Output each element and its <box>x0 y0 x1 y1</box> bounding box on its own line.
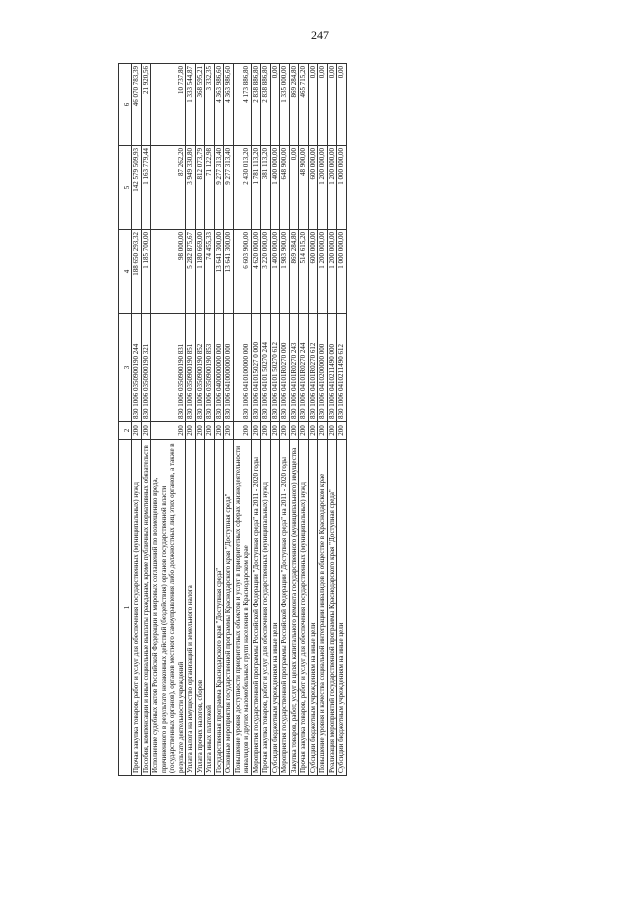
row-name-cell: Уплата прочих налогов, сборов <box>195 440 205 776</box>
table-row <box>233 64 251 776</box>
column-header: 2 <box>119 422 132 440</box>
row-code-cell: 830 1006 0400000000 000 <box>214 314 224 422</box>
row-value-executed: 1 781 113,20 <box>251 146 261 230</box>
row-group-cell: 200 <box>205 422 215 440</box>
row-value-approved: 1 400 000,00 <box>270 230 280 314</box>
row-group-cell: 200 <box>337 422 347 440</box>
row-code-cell: 830 1006 041015027 0 000 <box>251 314 261 422</box>
row-value-approved: 6 603 900,00 <box>233 230 251 314</box>
row-name-cell: Повышение уровня и качества социальной интеграции инвалидов в обществе в Краснодарском крае <box>318 440 328 776</box>
row-value-remaining: 0,00 <box>318 64 328 146</box>
table-row <box>141 64 151 776</box>
table-row <box>224 64 234 776</box>
header-row <box>119 64 132 776</box>
row-name-cell: Основные мероприятия государственной программы Краснодарского края "Доступная среда" <box>224 440 234 776</box>
row-value-remaining: 2 838 886,80 <box>251 64 261 146</box>
row-name-cell: Прочая закупка товаров, работ и услуг для обеспечения государственных (муниципальных) нужд <box>261 440 271 776</box>
row-value-remaining: 10 737,80 <box>151 64 186 146</box>
row-value-approved: 869 284,80 <box>289 230 299 314</box>
row-name-cell: Реализация мероприятий государственной программы Краснодарского края "Доступная среда" <box>327 440 337 776</box>
row-value-remaining: 46 070 783,39 <box>132 64 142 146</box>
row-group-cell: 200 <box>141 422 151 440</box>
row-value-approved: 514 615,20 <box>299 230 309 314</box>
row-code-cell: 830 1006 04101R0270 243 <box>289 314 299 422</box>
row-value-approved: 5 282 875,67 <box>186 230 196 314</box>
row-value-executed: 1 163 779,44 <box>141 146 151 230</box>
row-value-approved: 188 650 293,32 <box>132 230 142 314</box>
row-value-remaining: 465 715,20 <box>299 64 309 146</box>
row-value-approved: 1 983 900,00 <box>280 230 290 314</box>
row-name-cell: Закупка товаров, работ, услуг в целях капитального ремонта государственного (муниципального) имущества <box>289 440 299 776</box>
table-row <box>318 64 328 776</box>
row-group-cell: 200 <box>318 422 328 440</box>
row-code-cell: 830 1006 04101 50270 244 <box>261 314 271 422</box>
table-row <box>299 64 309 776</box>
row-code-cell: 830 1006 0350900190 321 <box>141 314 151 422</box>
row-code-cell: 830 1006 04101R0270 000 <box>280 314 290 422</box>
row-value-approved: 600 000,00 <box>308 230 318 314</box>
column-header: 4 <box>119 230 132 314</box>
row-group-cell: 200 <box>132 422 142 440</box>
row-group-cell: 200 <box>299 422 309 440</box>
row-value-executed: 600 000,00 <box>308 146 318 230</box>
row-code-cell: 830 1006 0350900190 831 <box>151 314 186 422</box>
row-value-executed: 812 073,79 <box>195 146 205 230</box>
row-value-approved: 4 620 000,00 <box>251 230 261 314</box>
rotated-table-frame <box>118 64 560 776</box>
row-value-approved: 13 641 300,00 <box>214 230 224 314</box>
row-group-cell: 200 <box>280 422 290 440</box>
row-value-remaining: 368 595,21 <box>195 64 205 146</box>
row-group-cell: 200 <box>327 422 337 440</box>
row-value-remaining: 1 333 544,87 <box>186 64 196 146</box>
row-name-cell: Субсидии бюджетным учреждениям на иные цели <box>337 440 347 776</box>
table-row <box>214 64 224 776</box>
row-name-cell: Государственная программа Краснодарского края "Доступная среда" <box>214 440 224 776</box>
row-name-cell: Пособия, компенсации и иные социальные выплаты гражданам, кроме публичных нормативных обязательств <box>141 440 151 776</box>
table-container <box>118 64 640 773</box>
row-group-cell: 200 <box>214 422 224 440</box>
column-header: 6 <box>119 64 132 146</box>
row-group-cell: 200 <box>224 422 234 440</box>
row-value-remaining: 0,00 <box>337 64 347 146</box>
row-group-cell: 200 <box>270 422 280 440</box>
row-name-cell: Прочая закупка товаров, работ и услуг для обеспечения государственных (муниципальных) нужд <box>299 440 309 776</box>
row-code-cell: 830 1006 0410000000 000 <box>224 314 234 422</box>
column-header: 5 <box>119 146 132 230</box>
row-value-approved: 1 185 700,00 <box>141 230 151 314</box>
row-value-remaining: 869 284,80 <box>289 64 299 146</box>
row-value-executed: 0,00 <box>289 146 299 230</box>
row-value-executed: 87 262,20 <box>151 146 186 230</box>
row-name-cell: Субсидии бюджетным учреждениям на иные цели <box>308 440 318 776</box>
row-value-remaining: 21 920,56 <box>141 64 151 146</box>
row-value-remaining: 0,00 <box>308 64 318 146</box>
row-group-cell: 200 <box>195 422 205 440</box>
table-row <box>308 64 318 776</box>
row-name-cell: Мероприятия государственной программы Российской Федерации "Доступная среда" на 2011 - 2020 годы <box>251 440 261 776</box>
row-value-executed: 1 000 000,00 <box>337 146 347 230</box>
row-group-cell: 200 <box>261 422 271 440</box>
row-code-cell: 830 1006 04101 50270 612 <box>270 314 280 422</box>
table-row <box>327 64 337 776</box>
row-code-cell: 830 1006 0350900190 853 <box>205 314 215 422</box>
budget-table <box>118 63 347 776</box>
row-name-cell: Прочая закупка товаров, работ и услуг для обеспечения государственных (муниципальных) нужд <box>132 440 142 776</box>
row-value-approved: 98 000,00 <box>151 230 186 314</box>
row-value-approved: 13 641 300,00 <box>224 230 234 314</box>
row-group-cell: 200 <box>186 422 196 440</box>
table-row <box>289 64 299 776</box>
row-name-cell: Мероприятия государственной программы Российской Федерации "Доступная среда" на 2011 - 2020 годы <box>280 440 290 776</box>
row-value-remaining: 4 363 986,60 <box>224 64 234 146</box>
row-name-cell: Уплата иных платежей <box>205 440 215 776</box>
row-code-cell: 830 1006 0350900190 244 <box>132 314 142 422</box>
row-value-approved: 1 000 000,00 <box>337 230 347 314</box>
row-code-cell: 830 1006 0410100000 000 <box>233 314 251 422</box>
row-value-approved: 1 200 000,00 <box>318 230 328 314</box>
row-value-executed: 2 430 013,20 <box>233 146 251 230</box>
row-name-cell: Уплата налога на имущество организаций и земельного налога <box>186 440 196 776</box>
row-value-executed: 1 200 000,00 <box>327 146 337 230</box>
row-value-executed: 1 400 000,00 <box>270 146 280 230</box>
table-body <box>132 64 347 776</box>
row-group-cell: 200 <box>251 422 261 440</box>
table-row <box>280 64 290 776</box>
row-group-cell: 200 <box>289 422 299 440</box>
row-value-executed: 381 113,20 <box>261 146 271 230</box>
row-value-remaining: 0,00 <box>327 64 337 146</box>
row-group-cell: 200 <box>233 422 251 440</box>
table-row <box>195 64 205 776</box>
row-value-executed: 142 579 509,93 <box>132 146 142 230</box>
row-code-cell: 830 1006 0410200000 000 <box>318 314 328 422</box>
column-header: 1 <box>119 440 132 776</box>
table-row <box>337 64 347 776</box>
row-value-remaining: 2 838 886,80 <box>261 64 271 146</box>
row-value-executed: 3 949 330,80 <box>186 146 196 230</box>
row-value-approved: 3 220 000,00 <box>261 230 271 314</box>
row-value-approved: 1 180 669,00 <box>195 230 205 314</box>
row-code-cell: 830 1006 0350900190 852 <box>195 314 205 422</box>
table-row <box>205 64 215 776</box>
row-name-cell: Субсидии бюджетным учреждениям на иные цели <box>270 440 280 776</box>
row-value-approved: 1 200 000,00 <box>327 230 337 314</box>
row-group-cell: 200 <box>151 422 186 440</box>
row-value-executed: 9 277 313,40 <box>214 146 224 230</box>
page-number: 247 <box>311 28 329 42</box>
row-code-cell: 830 1006 0350900190 851 <box>186 314 196 422</box>
table-row <box>151 64 186 776</box>
table-row <box>186 64 196 776</box>
row-value-approved: 74 455,33 <box>205 230 215 314</box>
row-code-cell: 830 1006 0410211490 612 <box>337 314 347 422</box>
table-row <box>270 64 280 776</box>
row-code-cell: 830 1006 0410211490 000 <box>327 314 337 422</box>
row-value-executed: 648 900,00 <box>280 146 290 230</box>
table-row <box>132 64 142 776</box>
table-row <box>251 64 261 776</box>
row-group-cell: 200 <box>308 422 318 440</box>
row-value-remaining: 1 335 000,00 <box>280 64 290 146</box>
row-value-executed: 1 200 000,00 <box>318 146 328 230</box>
table-row <box>261 64 271 776</box>
row-value-remaining: 4 363 986,60 <box>214 64 224 146</box>
row-value-executed: 71 122,98 <box>205 146 215 230</box>
row-value-remaining: 4 173 886,80 <box>233 64 251 146</box>
row-value-executed: 9 277 313,40 <box>224 146 234 230</box>
row-code-cell: 830 1006 04101R0270 612 <box>308 314 318 422</box>
row-value-executed: 48 900,00 <box>299 146 309 230</box>
row-name-cell: Повышение уровня доступности приоритетных объектов и услуг в приоритетных сферах жизнедеятельности инвалидов и других маломобильных групп населения в Краснодарском крае <box>233 440 251 776</box>
row-value-remaining: 3 332,35 <box>205 64 215 146</box>
column-header: 3 <box>119 314 132 422</box>
row-code-cell: 830 1006 04101R0270 244 <box>299 314 309 422</box>
row-name-cell: Исполнение судебных актов Российской Федерации и мировых соглашений по возмещению вреда, причиненного в результате незаконных действий (бездействия) органов государственной власти (государственных органов), органов местного самоуправления либо должностных лиц этих органов, а также в результате деятельности учреждений <box>151 440 186 776</box>
row-value-remaining: 0,00 <box>270 64 280 146</box>
